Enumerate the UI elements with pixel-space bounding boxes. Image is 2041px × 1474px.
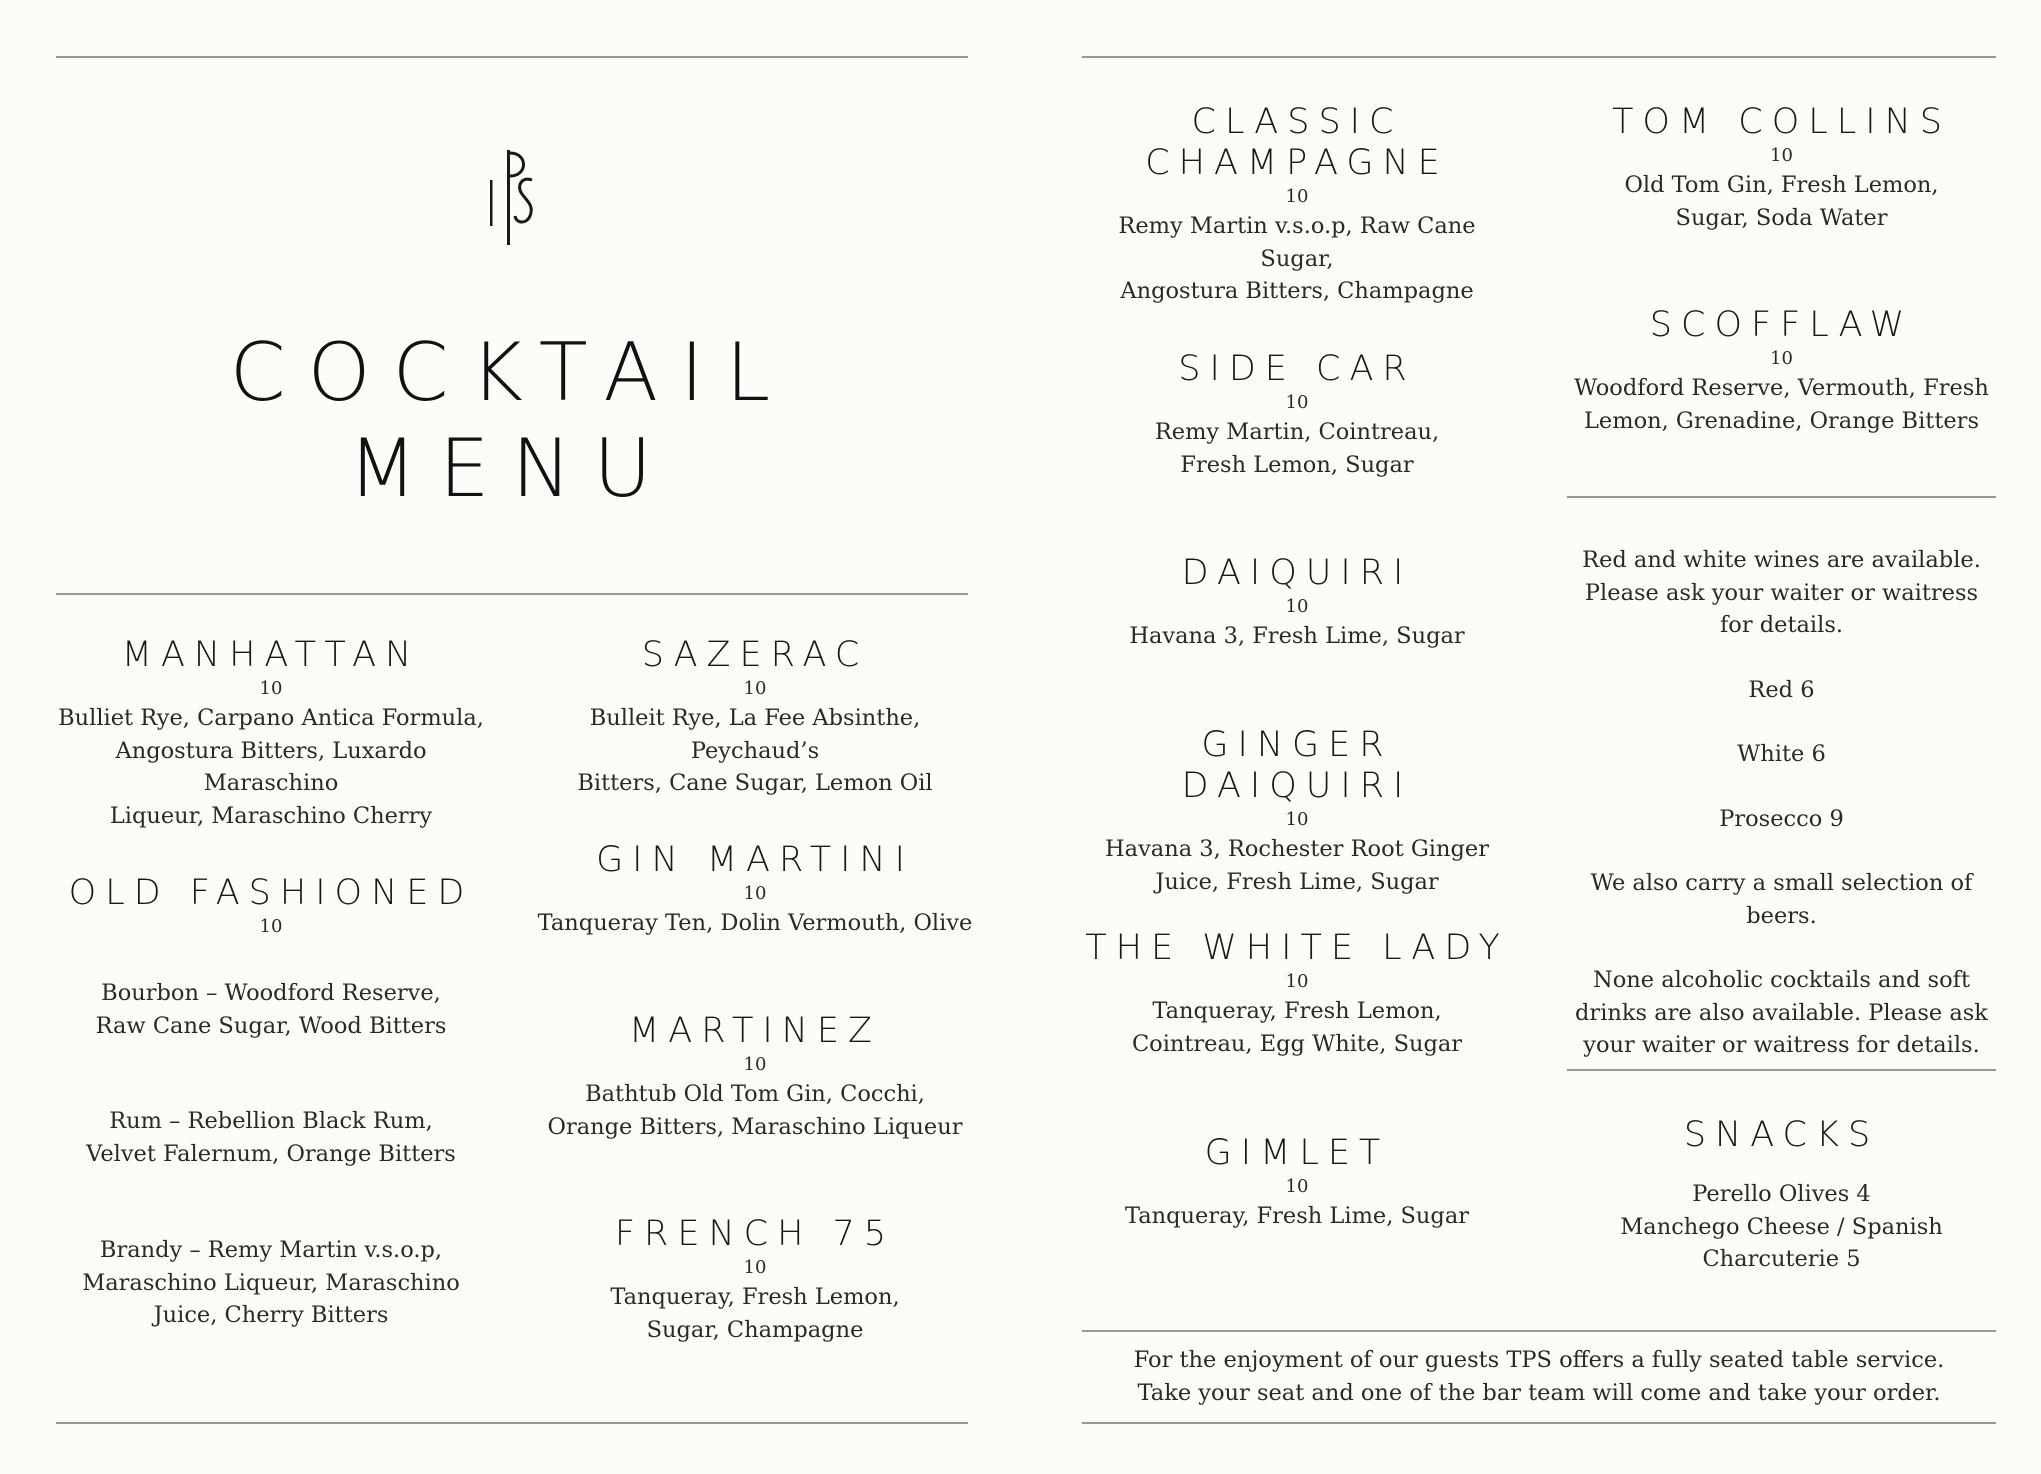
divider-snacks-top bbox=[1567, 1069, 1996, 1071]
drink-price: 10 bbox=[1770, 145, 1793, 166]
drink-tom-collins bbox=[1567, 102, 1996, 234]
drink-name: CLASSIC CHAMPAGNE bbox=[1145, 102, 1449, 183]
drink-price: 10 bbox=[1285, 1176, 1309, 1197]
menu-title-line2: MENU bbox=[348, 422, 674, 515]
wines-intro: Red and white wines are available. Please ask your waiter or waitress for details. bbox=[1582, 547, 1981, 638]
drink-price: 10 bbox=[1285, 392, 1309, 413]
snacks-list: Perello Olives 4 Manchego Cheese / Spanish Charcuterie 5 bbox=[1620, 1181, 1943, 1272]
drink-classic-champagne bbox=[1082, 102, 1512, 308]
divider-left-bottom bbox=[56, 1422, 968, 1424]
drink-the-white-lady bbox=[1082, 928, 1512, 1060]
wines-section bbox=[1567, 544, 1996, 1062]
drink-ginger-daiquiri bbox=[1082, 725, 1512, 898]
drink-description: Rum – Rebellion Black Rum, Velvet Falernum, Orange Bitters bbox=[86, 1108, 456, 1167]
drink-manhattan bbox=[56, 635, 486, 832]
drink-price: 10 bbox=[1285, 809, 1309, 830]
drink-name: TOM COLLINS bbox=[1612, 102, 1951, 142]
drink-name: GIN MARTINI bbox=[596, 840, 914, 880]
snacks-title: SNACKS bbox=[1683, 1115, 1880, 1155]
wine-white: White 6 bbox=[1737, 741, 1826, 767]
drink-side-car bbox=[1082, 349, 1512, 481]
drink-price: 10 bbox=[259, 916, 283, 937]
drink-description: Bourbon – Woodford Reserve, Raw Cane Sugar, Wood Bitters bbox=[95, 980, 447, 1039]
drink-martinez bbox=[535, 1011, 975, 1143]
drink-name: FRENCH 75 bbox=[614, 1214, 896, 1254]
drink-description: Remy Martin v.s.o.p, Raw Cane Sugar, Angostura Bitters, Champagne bbox=[1118, 213, 1476, 304]
drink-price: 10 bbox=[743, 678, 767, 699]
drink-scofflaw bbox=[1567, 305, 1996, 437]
drink-description: Bathtub Old Tom Gin, Cocchi, Orange Bitters, Maraschino Liqueur bbox=[547, 1081, 963, 1140]
drink-description: Brandy – Remy Martin v.s.o.p, Maraschino Liqueur, Maraschino Juice, Cherry Bitters bbox=[82, 1237, 460, 1328]
drink-description: Bulliet Rye, Carpano Antica Formula, Angostura Bitters, Luxardo Maraschino Liqueur, Maraschino Cherry bbox=[58, 705, 484, 829]
drink-price: 10 bbox=[1285, 596, 1309, 617]
old-fashioned-variant-rum bbox=[56, 1105, 486, 1170]
divider-left-top bbox=[56, 56, 968, 58]
drink-name: GIMLET bbox=[1204, 1133, 1390, 1173]
drink-description: Old Tom Gin, Fresh Lemon, Sugar, Soda Water bbox=[1624, 172, 1939, 231]
drink-name: THE WHITE LADY bbox=[1085, 928, 1509, 968]
drink-description: Havana 3, Rochester Root Ginger Juice, Fresh Lime, Sugar bbox=[1105, 836, 1489, 895]
drink-description: Tanqueray, Fresh Lemon, Sugar, Champagne bbox=[610, 1284, 900, 1343]
tps-monogram-icon bbox=[470, 150, 550, 245]
drink-name: GINGER DAIQUIRI bbox=[1181, 725, 1413, 806]
divider-left-middle bbox=[56, 593, 968, 595]
drink-price: 10 bbox=[743, 883, 767, 904]
drink-name: MARTINEZ bbox=[629, 1011, 881, 1051]
beers-note: We also carry a small selection of beers. bbox=[1590, 870, 1973, 929]
drink-price: 10 bbox=[743, 1054, 767, 1075]
drink-gimlet bbox=[1082, 1133, 1512, 1233]
footer-text: For the enjoyment of our guests TPS offers a fully seated table service. Take your seat and one of the bar team will come and take your order. bbox=[1133, 1347, 1945, 1406]
divider-right-top bbox=[1082, 56, 1996, 58]
drink-description: Tanqueray Ten, Dolin Vermouth, Olive bbox=[537, 910, 973, 936]
drink-description: Tanqueray, Fresh Lemon, Cointreau, Egg White, Sugar bbox=[1131, 998, 1463, 1057]
divider-footer-top bbox=[1082, 1330, 1996, 1332]
divider-footer-bottom bbox=[1082, 1422, 1996, 1424]
drink-price: 10 bbox=[1285, 186, 1309, 207]
drink-description: Remy Martin, Cointreau, Fresh Lemon, Sugar bbox=[1154, 419, 1440, 478]
drink-price: 10 bbox=[1285, 971, 1309, 992]
drink-name: OLD FASHIONED bbox=[68, 873, 474, 913]
drink-price: 10 bbox=[743, 1257, 767, 1278]
soft-drinks-note: None alcoholic cocktails and soft drinks are also available. Please ask your waiter or waitress for details. bbox=[1575, 967, 1988, 1058]
drink-price: 10 bbox=[1770, 348, 1793, 369]
drink-description: Bulleit Rye, La Fee Absinthe, Peychaud’s Bitters, Cane Sugar, Lemon Oil bbox=[577, 705, 933, 796]
menu-title-line1: COCKTAIL bbox=[229, 326, 793, 419]
drink-name: MANHATTAN bbox=[121, 635, 421, 675]
drink-name: DAIQUIRI bbox=[1181, 553, 1413, 593]
old-fashioned-variant-bourbon bbox=[56, 977, 486, 1042]
snacks-section bbox=[1567, 1115, 1996, 1276]
drink-daiquiri bbox=[1082, 553, 1512, 653]
drink-name: SIDE CAR bbox=[1178, 349, 1416, 389]
drink-name: SCOFFLAW bbox=[1649, 305, 1914, 345]
drink-old-fashioned bbox=[56, 873, 486, 940]
footer-note bbox=[1082, 1344, 1996, 1409]
drink-description: Havana 3, Fresh Lime, Sugar bbox=[1129, 623, 1465, 649]
drink-name: SAZERAC bbox=[641, 635, 869, 675]
drink-sazerac bbox=[535, 635, 975, 800]
drink-description: Woodford Reserve, Vermouth, Fresh Lemon, Grenadine, Orange Bitters bbox=[1574, 375, 1989, 434]
wine-red: Red 6 bbox=[1748, 676, 1815, 703]
old-fashioned-variant-brandy bbox=[56, 1234, 486, 1332]
drink-description: Tanqueray, Fresh Lime, Sugar bbox=[1124, 1203, 1469, 1229]
drink-price: 10 bbox=[259, 678, 283, 699]
wine-prosecco: Prosecco 9 bbox=[1719, 805, 1844, 832]
drink-french-75 bbox=[535, 1214, 975, 1346]
drink-gin-martini bbox=[535, 840, 975, 940]
divider-wines-top bbox=[1567, 496, 1996, 498]
brand-logo bbox=[470, 150, 550, 245]
